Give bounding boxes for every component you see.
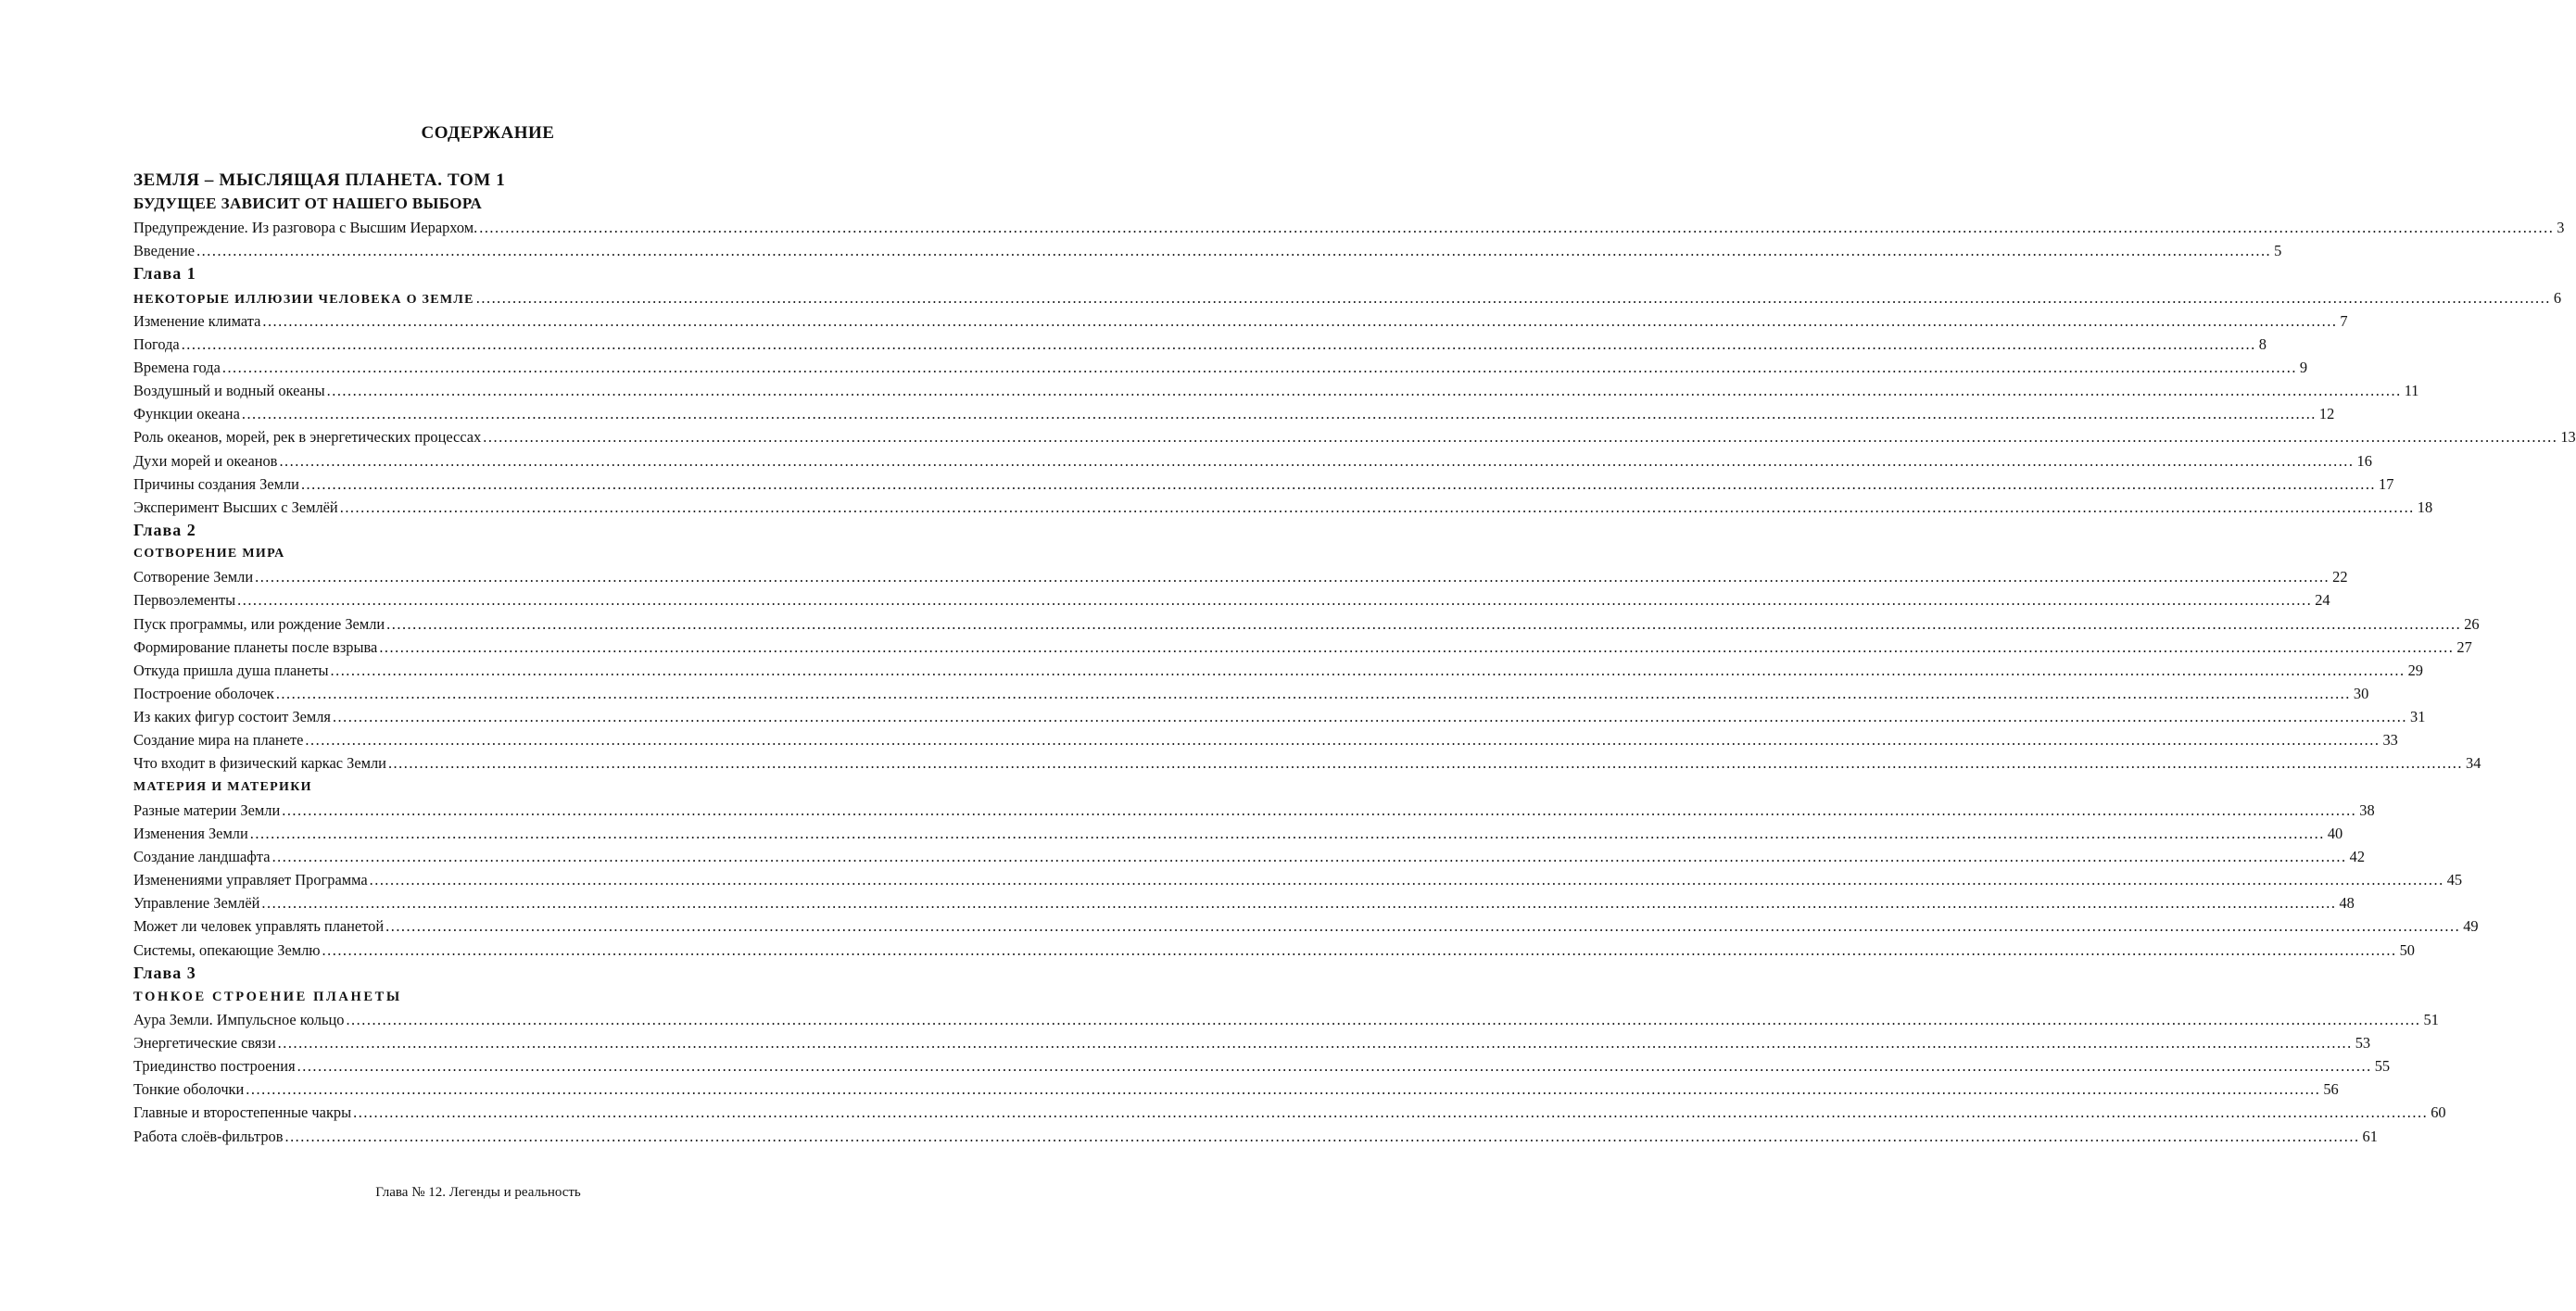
toc-entry (133, 588, 2330, 611)
toc-entry-page: 33 (2382, 731, 2398, 750)
toc-entry-title: Работа слоёв-фильтров (133, 1127, 284, 1145)
toc-entry-title: Энергетические связи (133, 1034, 276, 1053)
toc-entry-title: НЕКОТОРЫЕ ИЛЛЮЗИИ ЧЕЛОВЕКА О ЗЕМЛЕ (133, 292, 474, 307)
toc-entry (133, 216, 2565, 239)
section-heading: ТОНКОЕ СТРОЕНИЕ ПЛАНЕТЫ (133, 989, 402, 1004)
toc-entry-title: Функции океана (133, 405, 240, 423)
toc-entry-title: Построение оболочек (133, 684, 274, 702)
toc-entry (133, 868, 2463, 891)
toc-entry-page: 55 (2374, 1057, 2391, 1076)
toc-entry-title: Откуда пришла душа планеты (133, 661, 329, 679)
dot-leader: ................................................................................................................................................................................................................................................................................................................................................................................................................ (255, 568, 2330, 586)
dot-leader: ................................................................................................................................................................................................................................................................................................................................................................................................................ (284, 1127, 2360, 1145)
toc-entry-page: 13 (2560, 428, 2576, 447)
dot-leader: ................................................................................................................................................................................................................................................................................................................................................................................................................ (196, 242, 2272, 260)
toc-entry-title: Сотворение Земли (133, 568, 254, 586)
toc-entry (133, 425, 2576, 448)
section-heading: СОТВОРЕНИЕ МИРА (133, 547, 285, 561)
dot-leader: ................................................................................................................................................................................................................................................................................................................................................................................................................ (237, 591, 2313, 610)
toc-entry (133, 822, 2343, 845)
toc-entry-page: 45 (2446, 871, 2463, 889)
toc-entry (133, 239, 2282, 262)
toc-entry-title: Управление Землёй (133, 894, 260, 913)
toc-entry-title: Времена года (133, 358, 221, 376)
toc-entry-page: 56 (2323, 1080, 2339, 1099)
toc-entry (133, 379, 2419, 402)
dot-leader: ................................................................................................................................................................................................................................................................................................................................................................................................................ (271, 847, 2347, 865)
toc-entry-page: 29 (2407, 661, 2423, 679)
section-heading: МАТЕРИЯ И МАТЕРИКИ (133, 779, 312, 794)
toc-entry-title: Пуск программы, или рождение Земли (133, 614, 385, 633)
toc-entry-title: Системы, опекающие Землю (133, 940, 321, 959)
toc-entry (133, 1101, 2446, 1124)
toc-entry (133, 1125, 2378, 1148)
toc-entry-title: Триединство построения (133, 1057, 296, 1076)
toc-entry-title: Изменениями управляет Программа (133, 871, 368, 889)
toc-entry-page: 9 (2299, 358, 2308, 376)
toc-entry (133, 705, 2426, 728)
dot-leader: ................................................................................................................................................................................................................................................................................................................................................................................................................ (385, 917, 2461, 936)
toc-entry-page: 18 (2417, 498, 2433, 516)
toc-entry-page: 61 (2362, 1127, 2378, 1145)
dot-leader: ................................................................................................................................................................................................................................................................................................................................................................................................................ (262, 311, 2338, 330)
toc-entry (133, 939, 2415, 962)
dot-leader: ................................................................................................................................................................................................................................................................................................................................................................................................................ (386, 614, 2462, 633)
toc-entry (133, 1008, 2439, 1031)
dot-leader: ................................................................................................................................................................................................................................................................................................................................................................................................................ (353, 1103, 2429, 1122)
toc-entry-title: Изменение климата (133, 311, 261, 330)
toc-entry-title: Предупреждение. Из разговора с Высшим Иерархом. (133, 219, 478, 237)
toc-entry-page: 38 (2359, 800, 2375, 819)
toc-entry-page: 24 (2315, 591, 2330, 610)
toc-entry-page: 26 (2464, 614, 2480, 633)
dot-leader: ................................................................................................................................................................................................................................................................................................................................................................................................................ (339, 498, 2415, 516)
toc-entry-page: 49 (2463, 917, 2479, 936)
toc-entry-page: 12 (2318, 405, 2335, 423)
chapter-heading: Глава 3 (133, 963, 196, 982)
toc-entry-title: Тонкие оболочки (133, 1080, 245, 1099)
toc-entry-title: Может ли человек управлять планетой (133, 917, 385, 936)
dot-leader: ................................................................................................................................................................................................................................................................................................................................................................................................................ (346, 1010, 2421, 1028)
toc-entry-page: 3 (2557, 219, 2565, 237)
toc-entry-page: 11 (2404, 382, 2419, 400)
toc-entry-title: Первоэлементы (133, 591, 236, 610)
chapter-heading: Глава 1 (133, 264, 196, 284)
dot-leader: ................................................................................................................................................................................................................................................................................................................................................................................................................ (322, 940, 2397, 959)
dot-leader: ................................................................................................................................................................................................................................................................................................................................................................................................................ (279, 451, 2355, 470)
toc-entry-title: Разные материи Земли (133, 800, 281, 819)
toc-entry-page: 60 (2431, 1103, 2446, 1122)
toc-entry-title: Создание мира на планете (133, 731, 304, 750)
toc-entry-page: 6 (2553, 288, 2562, 307)
page-footer: Глава № 12. Легенды и реальность (375, 1185, 581, 1200)
toc-entry-title: Формирование планеты после взрыва (133, 637, 378, 656)
dot-leader: ................................................................................................................................................................................................................................................................................................................................................................................................................ (241, 405, 2317, 423)
dot-leader: ................................................................................................................................................................................................................................................................................................................................................................................................................ (261, 894, 2337, 913)
dot-leader: ................................................................................................................................................................................................................................................................................................................................................................................................................ (297, 1057, 2372, 1076)
toc-entry-title: Главные и второстепенные чакры (133, 1103, 352, 1122)
dot-leader: ................................................................................................................................................................................................................................................................................................................................................................................................................ (475, 288, 2551, 307)
toc-entry-page: 7 (2340, 311, 2348, 330)
toc-entry (133, 845, 2366, 868)
dot-leader: ................................................................................................................................................................................................................................................................................................................................................................................................................ (249, 824, 2325, 842)
toc-entry (133, 449, 2372, 473)
toc-entry (133, 333, 2267, 356)
dot-leader: ................................................................................................................................................................................................................................................................................................................................................................................................................ (221, 358, 2297, 376)
toc-entry-page: 30 (2353, 684, 2369, 702)
book-subtitle: БУДУЩЕЕ ЗАВИСИТ ОТ НАШЕГО ВЫБОРА (133, 195, 483, 212)
dot-leader: ................................................................................................................................................................................................................................................................................................................................................................................................................ (479, 219, 2555, 237)
page-title: СОДЕРЖАНИЕ (421, 123, 555, 143)
dot-leader: ................................................................................................................................................................................................................................................................................................................................................................................................................ (305, 731, 2380, 750)
toc-entry (133, 682, 2369, 705)
dot-leader: ................................................................................................................................................................................................................................................................................................................................................................................................................ (277, 1034, 2353, 1053)
toc-entry-title: Введение (133, 242, 196, 260)
toc-entry (133, 914, 2479, 938)
dot-leader: ................................................................................................................................................................................................................................................................................................................................................................................................................ (379, 637, 2455, 656)
toc-entry-page: 40 (2327, 824, 2343, 842)
dot-leader: ................................................................................................................................................................................................................................................................................................................................................................................................................ (246, 1080, 2321, 1099)
dot-leader: ................................................................................................................................................................................................................................................................................................................................................................................................................ (300, 474, 2377, 493)
toc-entry-page: 50 (2399, 940, 2415, 959)
toc-entry (133, 402, 2335, 425)
toc-entry-title: Изменения Земли (133, 824, 248, 842)
toc-entry-page: 31 (2410, 708, 2426, 726)
dot-leader: ................................................................................................................................................................................................................................................................................................................................................................................................................ (326, 382, 2402, 400)
toc-entry (133, 659, 2423, 682)
toc-entry (133, 1054, 2391, 1078)
toc-entry-page: 17 (2379, 474, 2394, 493)
dot-leader: ................................................................................................................................................................................................................................................................................................................................................................................................................ (275, 684, 2351, 702)
toc-entry (133, 565, 2348, 588)
toc-entry (133, 799, 2375, 822)
toc-entry-title: Причины создания Земли (133, 474, 299, 493)
dot-leader: ................................................................................................................................................................................................................................................................................................................................................................................................................ (282, 800, 2357, 819)
toc-entry-title: Воздушный и водный океаны (133, 382, 325, 400)
toc-entry (133, 309, 2348, 333)
toc-entry (133, 473, 2394, 496)
toc-entry-title: Аура Земли. Импульсное кольцо (133, 1010, 345, 1028)
toc-entry-page: 5 (2274, 242, 2282, 260)
toc-entry-title: Погода (133, 334, 180, 353)
toc-entry (133, 356, 2308, 379)
toc-entry (133, 728, 2398, 751)
toc-entry (133, 636, 2472, 659)
toc-entry-page: 48 (2339, 894, 2355, 913)
dot-leader: ................................................................................................................................................................................................................................................................................................................................................................................................................ (387, 754, 2463, 773)
toc-entry-page: 22 (2332, 568, 2348, 586)
toc-entry-page: 42 (2349, 847, 2366, 865)
toc-entry-page: 51 (2423, 1010, 2439, 1028)
toc-entry-page: 34 (2466, 754, 2481, 773)
toc-entry-page: 16 (2356, 451, 2372, 470)
toc-entry (133, 891, 2355, 914)
toc-entry-page: 27 (2456, 637, 2472, 656)
dot-leader: ................................................................................................................................................................................................................................................................................................................................................................................................................ (332, 708, 2407, 726)
toc-entry-title: Роль океанов, морей, рек в энергетических процессах (133, 428, 482, 447)
toc-entry-page: 53 (2355, 1034, 2371, 1053)
toc-entry-title: Из каких фигур состоит Земля (133, 708, 331, 726)
dot-leader: ................................................................................................................................................................................................................................................................................................................................................................................................................ (181, 334, 2256, 353)
toc-entry (133, 1031, 2371, 1054)
toc-entry (133, 286, 2562, 309)
dot-leader: ................................................................................................................................................................................................................................................................................................................................................................................................................ (369, 871, 2444, 889)
toc-entry-title: Создание ландшафта (133, 847, 271, 865)
toc-entry (133, 612, 2480, 636)
toc-entry-page: 8 (2258, 334, 2267, 353)
dot-leader: ................................................................................................................................................................................................................................................................................................................................................................................................................ (330, 661, 2406, 679)
toc-entry (133, 751, 2481, 775)
table-of-contents (133, 168, 2576, 1148)
toc-entry-title: Духи морей и океанов (133, 451, 278, 470)
book-title: ЗЕМЛЯ – МЫСЛЯЩАЯ ПЛАНЕТА. ТОМ 1 (133, 170, 506, 190)
chapter-heading: Глава 2 (133, 520, 196, 539)
toc-entry-title: Эксперимент Высших с Землёй (133, 498, 338, 516)
dot-leader: ................................................................................................................................................................................................................................................................................................................................................................................................................ (483, 428, 2558, 447)
toc-entry (133, 496, 2433, 519)
toc-entry-title: Что входит в физический каркас Земли (133, 754, 386, 773)
toc-entry (133, 1078, 2339, 1101)
